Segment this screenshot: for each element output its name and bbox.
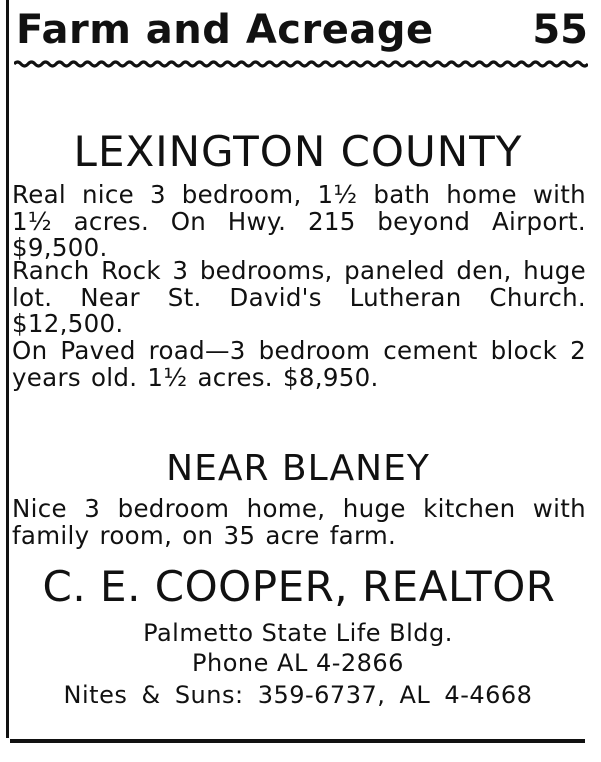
realtor-name: C. E. COOPER, REALTOR bbox=[42, 562, 556, 611]
realtor-building: Palmetto State Life Bldg. bbox=[143, 619, 453, 647]
listing-blaney-farm: Nice 3 bedroom home, huge kitchen with family room, on 35 acre farm. bbox=[12, 494, 586, 550]
heading-lexington-county: LEXINGTON COUNTY bbox=[73, 127, 523, 176]
listing-airport-home: Real nice 3 bedroom, 1½ bath home with 1½ acres. On Hwy. 215 beyond Airport. $9,500. bbox=[12, 180, 586, 262]
listing-paved-road: On Paved road—3 bedroom cement block 2 years old. 1½ acres. $8,950. bbox=[12, 336, 586, 392]
section-title: Farm and Acreage bbox=[16, 7, 434, 53]
left-column-rule bbox=[6, 0, 9, 738]
listing-ranch-rock: Ranch Rock 3 bedrooms, paneled den, huge lot. Near St. David's Lutheran Church. $12,500. bbox=[12, 256, 586, 338]
section-number: 55 bbox=[532, 7, 588, 53]
realtor-phone: Phone AL 4-2866 bbox=[192, 649, 404, 677]
realtor-nites-phones: Nites & Suns: 359-6737, AL 4-4668 bbox=[63, 681, 533, 709]
section-header bbox=[16, 6, 588, 56]
bottom-rule bbox=[10, 739, 585, 743]
heading-near-blaney: NEAR BLANEY bbox=[166, 448, 430, 489]
wavy-divider bbox=[14, 56, 588, 72]
